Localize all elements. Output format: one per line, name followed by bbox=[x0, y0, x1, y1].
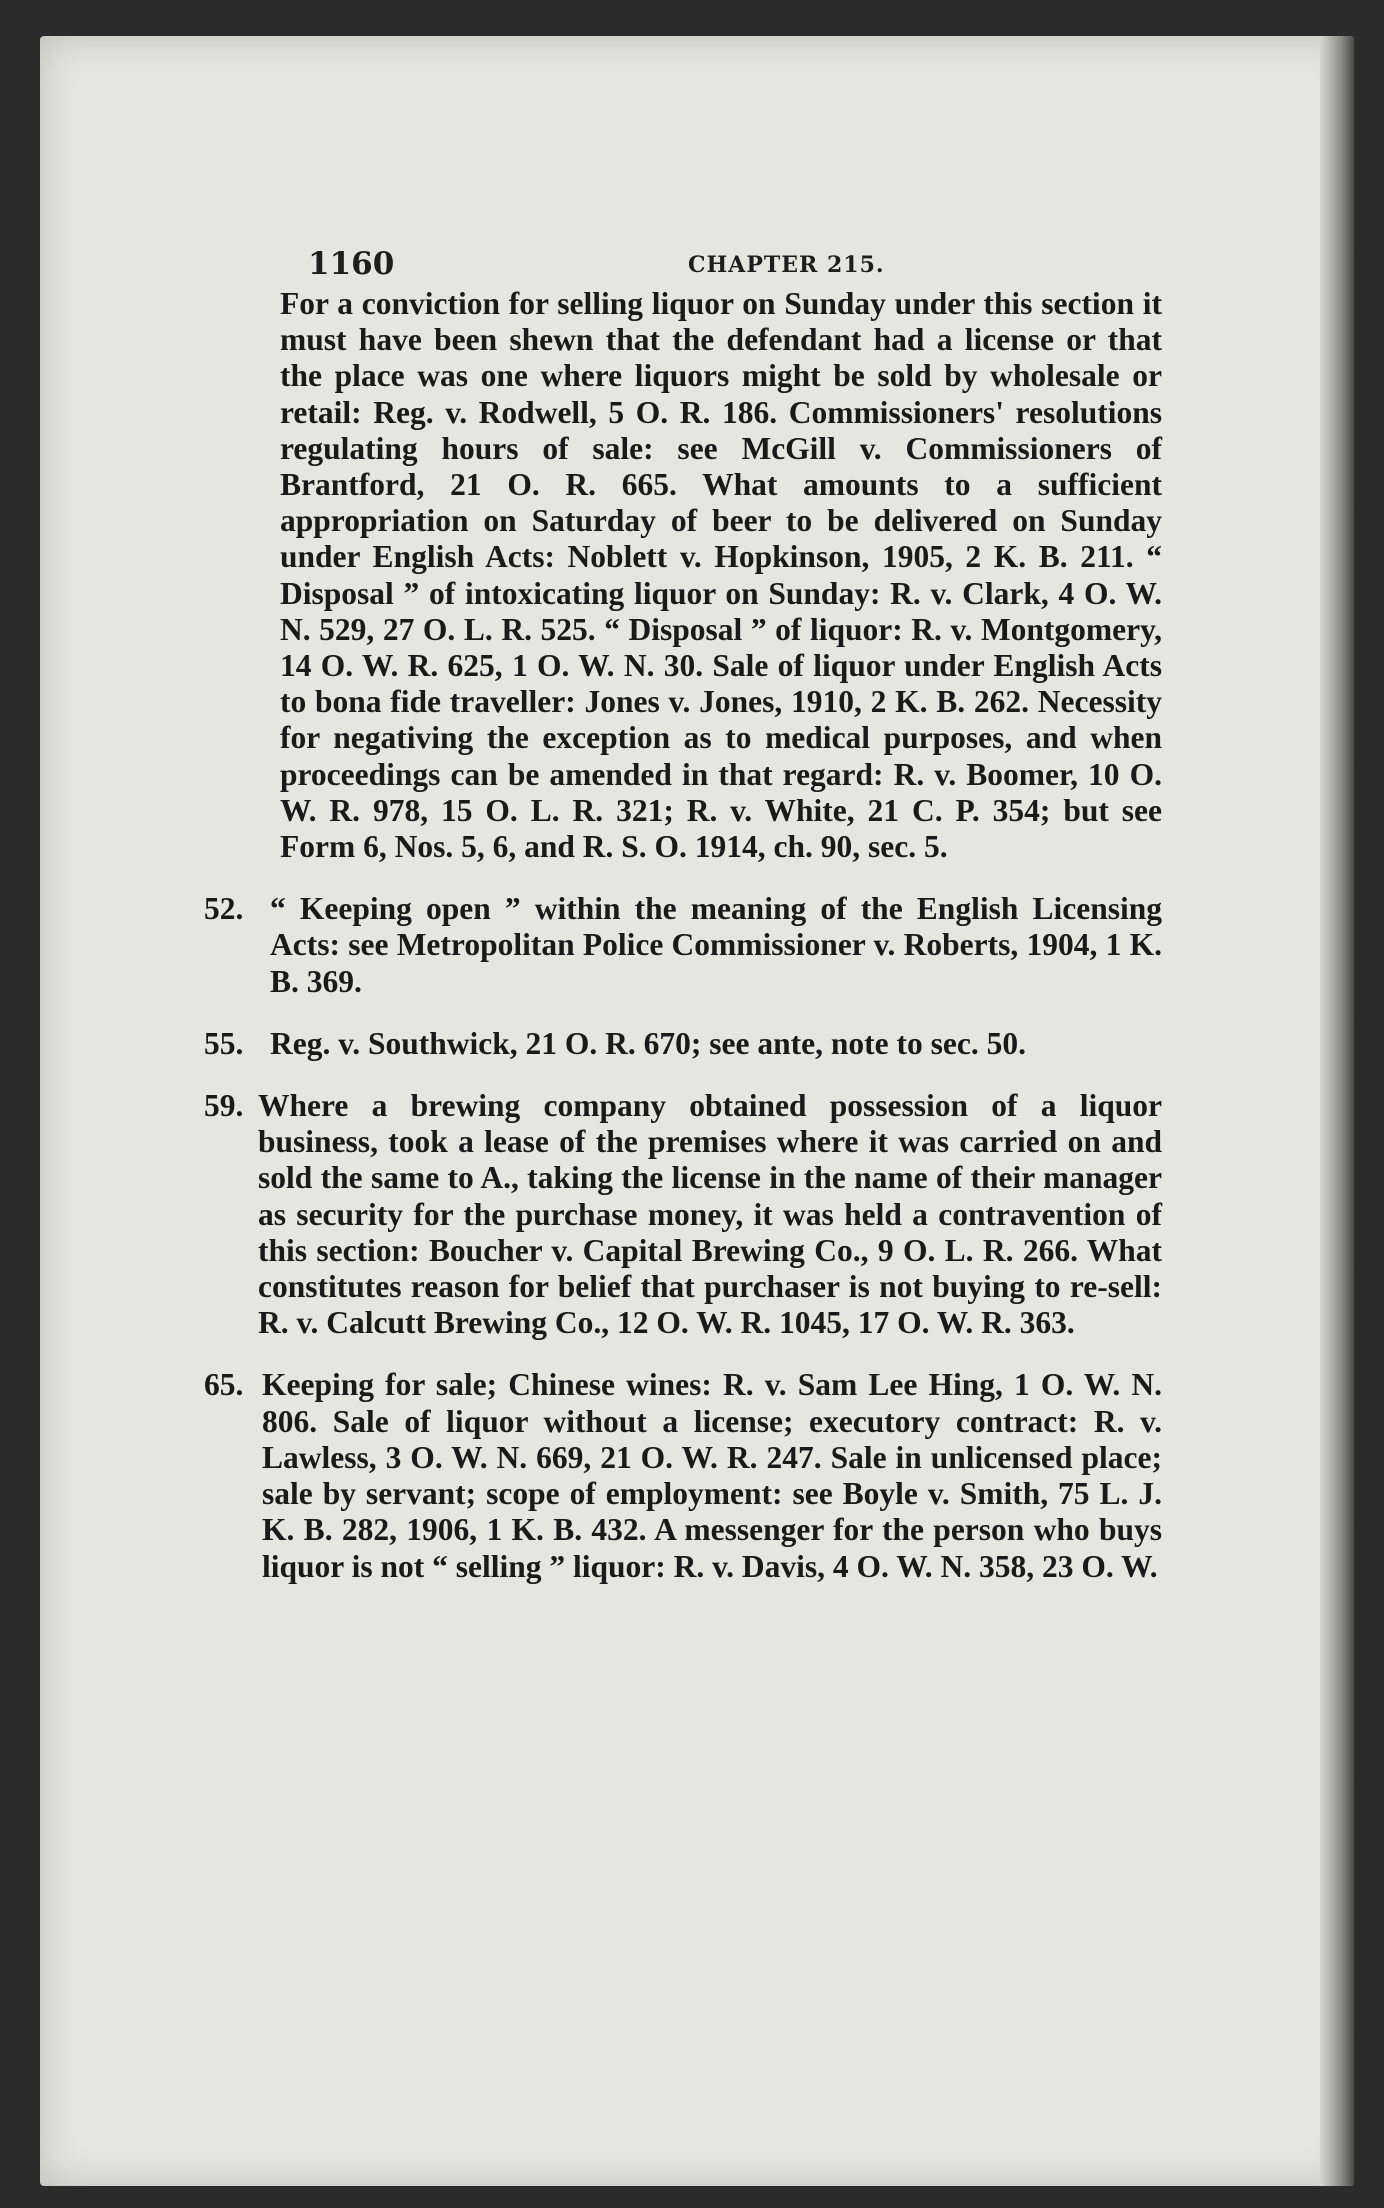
running-head: CHAPTER 215. bbox=[688, 252, 885, 278]
section-number: 55. bbox=[204, 1025, 244, 1061]
section-text: Keeping for sale; Chinese wines: R. v. Sam Lee Hing, 1 O. W. N. 806. Sale of liquor without a license; executory contract: R. v. Lawless, 3 O. W. N. 669, 21 O. W. R. 247. Sale in unlicensed place; sale by servant; scope of employment: see Boyle v. Smith, 75 L. J. K. B. 282, 1906, 1 K. B. 432. A messenger for the person who buys liquor is not “ selling ” liquor: R. v. Davis, 4 O. W. N. 358, 23 O. W. bbox=[262, 1367, 1162, 1584]
section-65 bbox=[204, 1367, 1162, 1584]
intro-paragraph: For a conviction for selling liquor on Sunday under this section it must have been shewn that the defendant had a license or that the place was one where liquors might be sold by wholesale or retail: Reg. v. Rodwell, 5 O. R. 186. Commissioners' resolutions regulating hours of sale: see McGill v. Commissioners of Brantford, 21 O. R. 665. What amounts to a sufficient appropriation on Saturday of beer to be delivered on Sunday under English Acts: Noblett v. Hopkinson, 1905, 2 K. B. 211. “ Disposal ” of intoxicating liquor on Sunday: R. v. Clark, 4 O. W. N. 529, 27 O. L. R. 525. “ Disposal ” of liquor: R. v. Montgomery, 14 O. W. R. 625, 1 O. W. N. 30. Sale of liquor under English Acts to bona fide traveller: Jones v. Jones, 1910, 2 K. B. 262. Necessity for negativing the exception as to medical purposes, and when proceedings can be amended in that regard: R. v. Boomer, 10 O. W. R. 978, 15 O. L. R. 321; R. v. White, 21 C. P. 354; but see Form 6, Nos. 5, 6, and R. S. O. 1914, ch. 90, sec. 5. bbox=[280, 286, 1162, 865]
book-spine-shadow bbox=[1320, 36, 1354, 2186]
section-text: Reg. v. Southwick, 21 O. R. 670; see ante, note to sec. 50. bbox=[270, 1025, 1026, 1061]
section-55 bbox=[204, 1026, 1162, 1062]
section-number: 59. bbox=[204, 1088, 244, 1124]
page-header bbox=[308, 246, 1208, 286]
section-number: 52. bbox=[204, 891, 244, 927]
section-text: “ Keeping open ” within the meaning of the English Licensing Acts: see Metropolitan Police Commissioner v. Roberts, 1904, 1 K. B. 369. bbox=[270, 891, 1162, 999]
section-59 bbox=[204, 1088, 1162, 1341]
page-body bbox=[204, 286, 1162, 1585]
section-number: 65. bbox=[204, 1367, 244, 1403]
page-number: 1160 bbox=[308, 246, 395, 282]
section-52 bbox=[204, 891, 1162, 1000]
section-text: Where a brewing company obtained possession of a liquor business, took a lease of the premises where it was carried on and sold the same to A., taking the license in the name of their manager as security for the purchase money, it was held a contravention of this section: Boucher v. Capital Brewing Co., 9 O. L. R. 266. What constitutes reason for belief that purchaser is not buying to re-sell: R. v. Calcutt Brewing Co., 12 O. W. R. 1045, 17 O. W. R. 363. bbox=[258, 1088, 1162, 1341]
